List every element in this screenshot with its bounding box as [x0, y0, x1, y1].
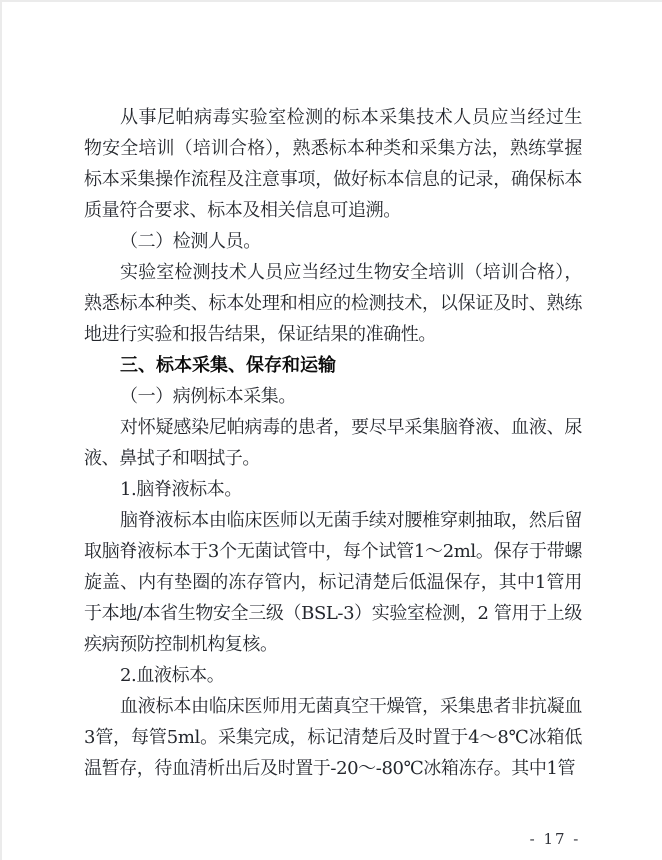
text-line: 地进行实验和报告结果，保证结果的准确性。	[84, 324, 436, 345]
text-line: 脑脊液标本由临床医师以无菌手续对腰椎穿刺抽取，然后留	[120, 510, 582, 531]
text-line: 实验室检测技术人员应当经过生物安全培训（培训合格），	[120, 262, 582, 283]
section-heading: 三、标本采集、保存和运输	[120, 355, 336, 376]
text-line: 对怀疑感染尼帕病毒的患者，要尽早采集脑脊液、血液、尿	[120, 417, 582, 438]
page-number: - 17 -	[529, 830, 581, 848]
text-line: 于本地/本省生物安全三级（BSL-3）实验室检测，2 管用于上级	[84, 603, 582, 624]
text-line: 1.脑脊液标本。	[120, 479, 242, 500]
text-line: 取脑脊液标本于3个无菌试管中，每个试管1～2ml。保存于带螺	[84, 541, 582, 562]
text-line: （一）病例标本采集。	[120, 386, 296, 407]
text-line: 标本采集操作流程及注意事项，做好标本信息的记录，确保标本	[84, 169, 582, 190]
text-line: 液、鼻拭子和咽拭子。	[84, 448, 260, 469]
document-body	[84, 102, 582, 784]
text-line: 旋盖、内有垫圈的冻存管内，标记清楚后低温保存，其中1管用	[84, 572, 582, 593]
text-line: 熟悉标本种类、标本处理和相应的检测技术，以保证及时、熟练	[84, 293, 582, 314]
text-line: 血液标本由临床医师用无菌真空干燥管，采集患者非抗凝血	[120, 696, 582, 717]
text-line: 从事尼帕病毒实验室检测的标本采集技术人员应当经过生	[120, 107, 582, 128]
text-line: 质量符合要求、标本及相关信息可追溯。	[84, 200, 401, 221]
text-line: 物安全培训（培训合格），熟悉标本种类和采集方法，熟练掌握	[84, 138, 582, 159]
text-line: 温暂存，待血清析出后及时置于-20～-80℃冰箱冻存。其中1管	[84, 758, 576, 779]
text-line: （二）检测人员。	[120, 231, 261, 252]
text-line: 疾病预防控制机构复核。	[84, 634, 278, 655]
text-line: 2.血液标本。	[120, 665, 225, 686]
text-line: 3管，每管5ml。采集完成，标记清楚后及时置于4～8℃冰箱低	[84, 727, 582, 748]
